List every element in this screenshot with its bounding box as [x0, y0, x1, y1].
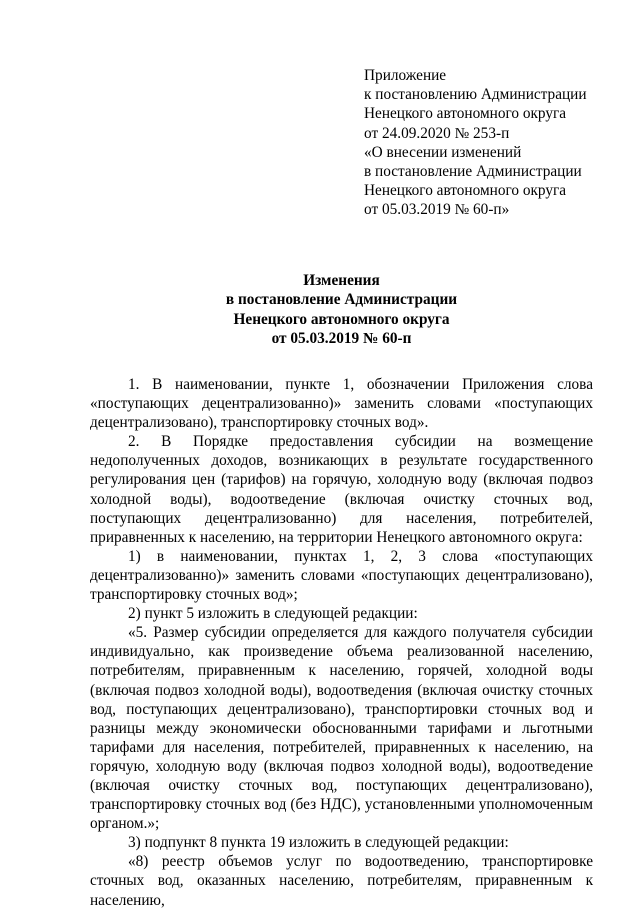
appendix-line: Ненецкого автономного округа: [364, 182, 567, 200]
appendix-line: «О внесении изменений: [364, 143, 522, 161]
paragraph: 3) подпункт 8 пункта 19 изложить в следующей редакции:: [128, 834, 509, 852]
paragraph: «8) реестр объемов услуг по водоотведению, транспортировке сточных вод, оказанных населению, потребителям, приравненным к населению,: [90, 853, 593, 909]
paragraph: 1. В наименовании, пункте 1, обозначении Приложения слова «поступающих децентрализованно)» заменить словами «поступающих децентрализовано), транспортировку сточных вод».: [90, 376, 593, 432]
paragraph: 1) в наименовании, пунктах 1, 2, 3 слова «поступающих децентрализованно)» заменить словами «поступающих децентрализовано), транспортировку сточных вод»;: [90, 547, 593, 604]
document-title: [0, 271, 640, 348]
title-line: Изменения: [303, 272, 380, 289]
appendix-line: Приложение: [364, 67, 447, 84]
paragraph: «5. Размер субсидии определяется для каждого получателя субсидии индивидуально, как произведение объема реализованной населению, потребителям, приравненным к населению, горячей, холодной воды (включая подвоз холодной воды), водоотведения (включая очистку сточных вод, поступающих децентрализовано), транспортировки сточных вод и разницы между экономически обоснованными тарифами и льготными тарифами для населения, потребителей, приравненных к населению, на горячую, холодную воду (включая подвоз холодной воды), водоотведение (включая очистку сточных вод, поступающих децентрализовано), транспортировку сточных вод (без НДС), установленными уполномоченным органом.»;: [90, 624, 593, 833]
appendix-header: [364, 66, 587, 220]
paragraph: 2) пункт 5 изложить в следующей редакции:: [128, 605, 418, 623]
paragraph: 2. В Порядке предоставления субсидии на возмещение недополученных доходов, возникающих в результате государственного регулирования цен (тарифов) на горячую, холодную воду (включая подвоз холодной воды), водоотведение (включая очистку сточных вод, поступающих децентрализованно) для населения, потребителей, приравненных к населению, на территории Ненецкого автономного округа:: [90, 433, 593, 546]
title-line: от 05.03.2019 № 60-п: [271, 329, 412, 347]
appendix-line: Ненецкого автономного округа: [364, 105, 567, 123]
title-line: Ненецкого автономного округа: [233, 310, 450, 328]
appendix-line: к постановлению Администрации: [364, 86, 587, 104]
appendix-line: в постановление Администрации: [364, 162, 582, 180]
appendix-line: от 05.03.2019 № 60-п»: [364, 201, 510, 219]
document-body: [90, 375, 593, 910]
appendix-line: от 24.09.2020 № 253-п: [364, 124, 510, 142]
title-line: в постановление Администрации: [225, 291, 458, 309]
